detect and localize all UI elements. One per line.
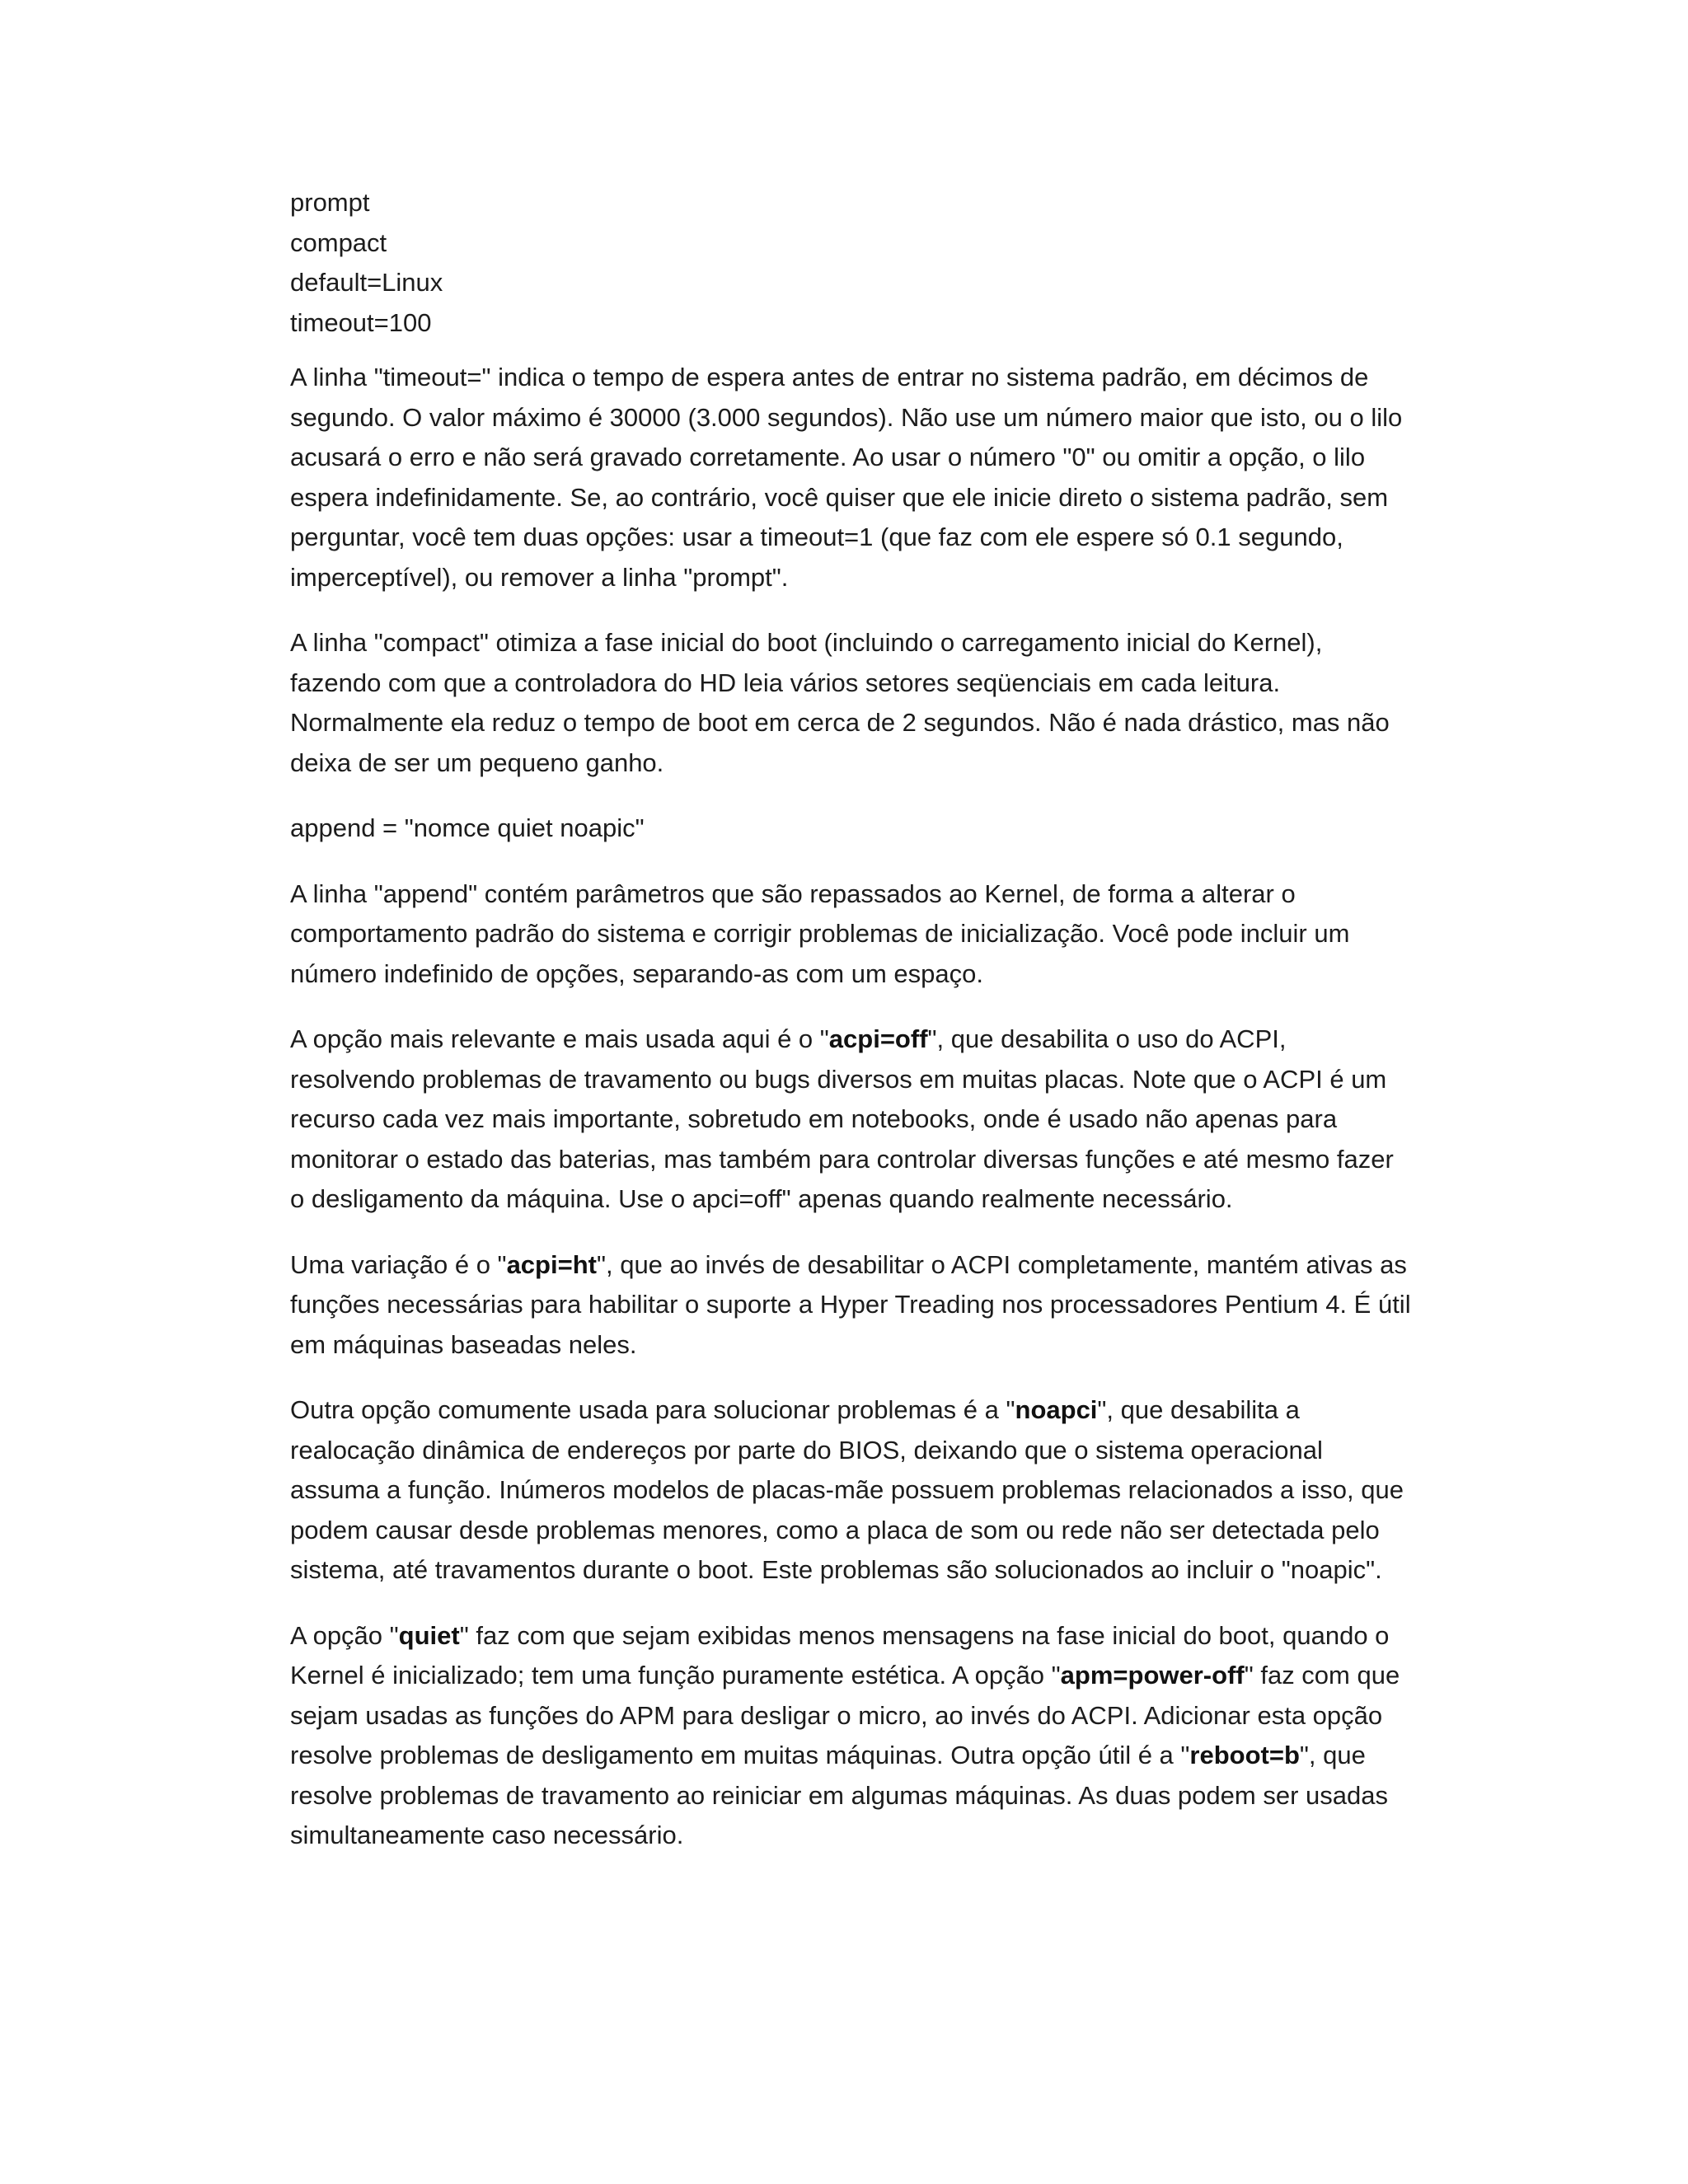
quiet-text-2: " faz com que sejam exibidas menos mensagens na fase inicial do boot, quando o Kernel é inicializado; tem uma função puramente estética. A opção " [290, 1620, 1390, 1690]
paragraph-timeout: A linha "timeout=" indica o tempo de espera antes de entrar no sistema padrão, em décimos de segundo. O valor máximo é 30000 (3.000 segundos). Não use um número maior que isto, ou o lilo acusará o erro e não será gravado corretamente. Ao usar o número "0" ou omitir a opção, o lilo espera indefinidamente. Se, ao contrário, você quiser que ele inicie direto o sistema padrão, sem perguntar, você tem duas opções: usar a timeout=1 (que faz com ele espere só 0.1 segundo, imperceptível), ou remover a linha "prompt". [290, 363, 1403, 592]
paragraph-noapci [290, 1390, 1411, 1591]
paragraph-acpi-off [290, 1019, 1411, 1220]
config-line-default: default=Linux [290, 268, 443, 297]
config-line-prompt: prompt [290, 188, 370, 217]
acpi-off-text-before: A opção mais relevante e mais usada aqui é o " [290, 1024, 829, 1053]
acpi-off-text-after: ", que desabilita o uso do ACPI, resolvendo problemas de travamento ou bugs diversos em muitas placas. Note que o ACPI é um recurso cada vez mais importante, sobretudo em notebooks, onde é usado não apenas para monitorar o estado das baterias, mas também para controlar diversas funções e até mesmo fazer o desligamento da máquina. Use o apci=off" apenas quando realmente necessário. [290, 1024, 1394, 1213]
acpi-ht-text-after: ", que ao invés de desabilitar o ACPI completamente, mantém ativas as funções necessárias para habilitar o suporte a Hyper Treading nos processadores Pentium 4. É útil em máquinas baseadas neles. [290, 1249, 1411, 1359]
noapci-option: noapci [1015, 1395, 1098, 1424]
paragraph-acpi-ht [290, 1245, 1411, 1366]
noapci-text-before: Outra opção comumente usada para solucionar problemas é a " [290, 1395, 1015, 1424]
apm-power-off-option: apm=power-off [1060, 1661, 1245, 1690]
acpi-ht-option: acpi=ht [506, 1249, 597, 1279]
quiet-text-1: A opção " [290, 1620, 399, 1650]
quiet-text-3: " faz com que sejam usadas as funções do APM para desligar o micro, ao invés do ACPI. Adicionar esta opção resolve problemas de desligamento em muitas máquinas. Outra opção útil é a " [290, 1661, 1400, 1769]
config-line-timeout: timeout=100 [290, 307, 432, 337]
acpi-ht-text-before: Uma variação é o " [290, 1249, 507, 1279]
acpi-off-option: acpi=off [828, 1024, 928, 1053]
config-line-compact: compact [290, 227, 387, 257]
document-body [290, 183, 1411, 1882]
append-config-line: append = "nomce quiet noapic" [290, 813, 645, 842]
noapci-text-after: ", que desabilita a realocação dinâmica de endereços por parte do BIOS, deixando que o sistema operacional assuma a função. Inúmeros modelos de placas-mãe possuem problemas relacionados a isso, que podem causar desde problemas menores, como a placa de som ou rede não ser detectada pelo sistema, até travamentos durante o boot. Este problemas são solucionados ao incluir o "noapic". [290, 1395, 1404, 1584]
paragraph-append: A linha "append" contém parâmetros que são repassados ao Kernel, de forma a alterar o comportamento padrão do sistema e corrigir problemas de inicialização. Você pode incluir um número indefinido de opções, separando-as com um espaço. [290, 879, 1350, 988]
paragraph-quiet [290, 1616, 1411, 1856]
quiet-text-4: ", que resolve problemas de travamento ao reiniciar em algumas máquinas. As duas podem ser usadas simultaneamente caso necessário. [290, 1741, 1388, 1849]
reboot-b-option: reboot=b [1189, 1741, 1300, 1769]
quiet-option: quiet [398, 1620, 460, 1650]
paragraph-compact: A linha "compact" otimiza a fase inicial do boot (incluindo o carregamento inicial do Kernel), fazendo com que a controladora do HD leia vários setores seqüenciais em cada leitura. Normalmente ela reduz o tempo de boot em cerca de 2 segundos. Não é nada drástico, mas não deixa de ser um pequeno ganho. [290, 628, 1390, 777]
lilo-config-block [290, 183, 1411, 343]
